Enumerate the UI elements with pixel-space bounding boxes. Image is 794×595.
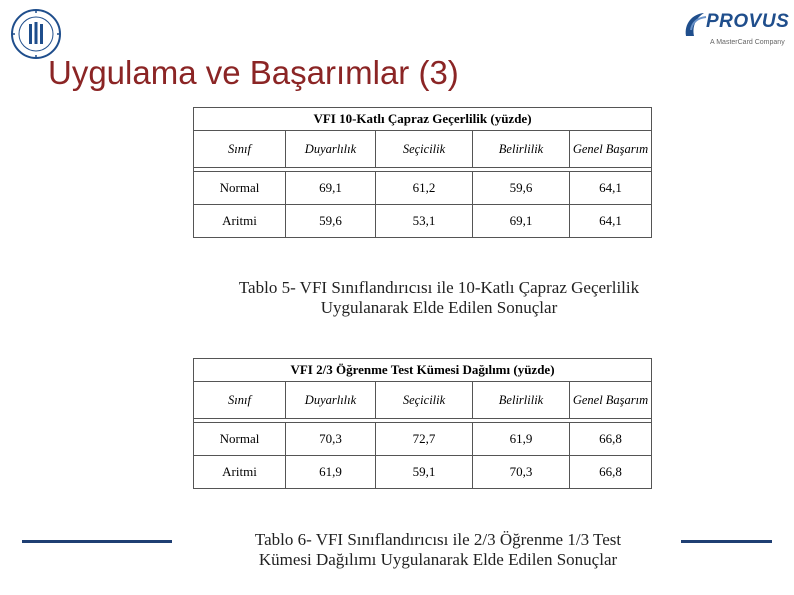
header-cell: Sınıf	[194, 382, 286, 418]
table-cell: 61,9	[473, 423, 570, 455]
table-cell: Normal	[194, 423, 286, 455]
provus-swoosh-icon	[682, 10, 708, 40]
table-cell: 59,6	[286, 205, 376, 237]
table-title: VFI 10-Katlı Çapraz Geçerlilik (yüzde)	[194, 108, 651, 131]
header-cell: Belirlilik	[473, 131, 570, 167]
table-cell: 72,7	[376, 423, 473, 455]
table-cell: 66,8	[599, 431, 622, 446]
table-cell: 70,3	[473, 456, 570, 488]
table-cell: Aritmi	[194, 456, 286, 488]
decorative-rule-right	[681, 540, 772, 543]
table-cell: Aritmi	[194, 205, 286, 237]
results-table-holdout	[193, 358, 652, 489]
table-cell: 64,1	[599, 213, 622, 228]
header-cell: Duyarlılık	[286, 131, 376, 167]
table-caption	[222, 530, 654, 570]
table-caption	[193, 278, 685, 318]
header-cell: Seçicilik	[376, 131, 473, 167]
table-row	[194, 423, 651, 456]
table-title: VFI 2/3 Öğrenme Test Kümesi Dağılımı (yüzde)	[194, 359, 651, 382]
caption-line: Kümesi Dağılımı Uygulanarak Elde Edilen Sonuçlar	[258, 550, 618, 569]
brand-subtitle: A MasterCard Company	[710, 39, 785, 46]
table-cell: 69,1	[286, 172, 376, 204]
table-cell: 59,6	[473, 172, 570, 204]
table-header-row	[194, 382, 651, 419]
table-row	[194, 456, 651, 488]
header-cell: Seçicilik	[376, 382, 473, 418]
page-title: Uygulama ve Başarımlar (3)	[48, 54, 459, 91]
table-cell: Normal	[194, 172, 286, 204]
table-header-row	[194, 131, 651, 168]
caption-line: Tablo 6- VFI Sınıflandırıcısı ile 2/3 Öğrenme 1/3 Test	[254, 530, 622, 549]
table-cell: 66,8	[599, 464, 622, 479]
table-cell: 61,9	[286, 456, 376, 488]
decorative-rule-left	[22, 540, 172, 543]
table-cell: 59,1	[376, 456, 473, 488]
header-cell: Belirlilik	[473, 382, 570, 418]
header-cell: Genel Başarım	[572, 141, 649, 156]
table-cell: 70,3	[286, 423, 376, 455]
header-cell: Duyarlılık	[286, 382, 376, 418]
table-row	[194, 172, 651, 205]
header-cell: Genel Başarım	[572, 392, 649, 407]
table-cell: 61,2	[376, 172, 473, 204]
provus-logo	[682, 10, 790, 54]
table-cell: 53,1	[376, 205, 473, 237]
table-row	[194, 205, 651, 237]
header-cell: Sınıf	[194, 131, 286, 167]
caption-line: Tablo 5- VFI Sınıflandırıcısı ile 10-Katlı Çapraz Geçerlilik	[238, 278, 640, 297]
results-table-cross-validation	[193, 107, 652, 238]
caption-line: Uygulanarak Elde Edilen Sonuçlar	[320, 298, 558, 317]
table-cell: 64,1	[599, 180, 622, 195]
university-seal-logo	[10, 8, 62, 60]
brand-name: PROVUS	[706, 11, 790, 32]
table-cell: 69,1	[473, 205, 570, 237]
